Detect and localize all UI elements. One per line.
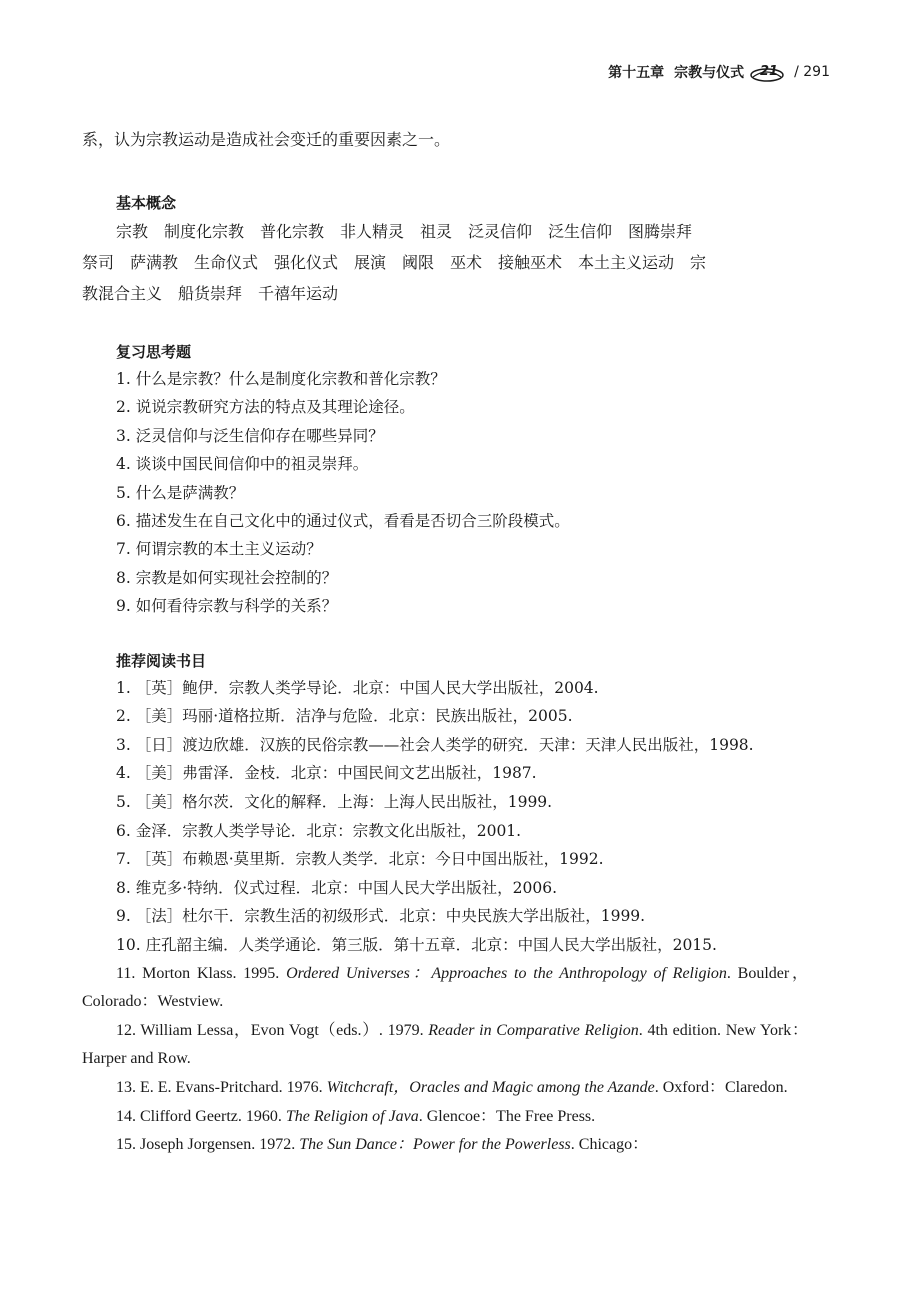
review-item: 7. 何谓宗教的本土主义运动？ — [116, 540, 322, 559]
reading-item-suffix: . Glencoe：The Free Press. — [418, 1107, 596, 1125]
reading-item — [82, 1131, 808, 1160]
reading-item: 5. ［美］格尔茨．文化的解释．上海：上海人民出版社，1999. — [116, 793, 553, 812]
reading-item-title: Witchcraft，Oracles and Magic among the Azande — [326, 1078, 655, 1096]
series-logo-icon — [750, 62, 784, 82]
reading-item-title: The Sun Dance：Power for the Powerless — [299, 1136, 571, 1154]
page-number: / 291 — [794, 64, 830, 80]
reading-heading: 推荐阅读书目 — [116, 651, 207, 670]
review-heading: 复习思考题 — [116, 343, 192, 361]
review-item: 8. 宗教是如何实现社会控制的？ — [116, 568, 338, 587]
review-item: 9. 如何看待宗教与科学的关系？ — [116, 597, 338, 616]
reading-item: 10. 庄孔韶主编．人类学通论．第三版．第十五章．北京：中国人民大学出版社，2015. — [116, 936, 717, 954]
reading-item-suffix: . Chicago： — [570, 1136, 649, 1154]
running-header — [608, 62, 830, 82]
chapter-label: 第十五章 — [608, 65, 665, 81]
reading-item: 1. ［英］鲍伊．宗教人类学导论．北京：中国人民大学出版社，2004. — [116, 678, 599, 697]
reading-item: 8. 维克多·特纳．仪式过程．北京：中国人民大学出版社，2006. — [116, 878, 558, 897]
reading-item-suffix: . Boulder，Colorado：Westview. — [82, 964, 808, 1011]
concepts-line: 宗教 制度化宗教 普化宗教 非人精灵 祖灵 泛灵信仰 泛生信仰 图腾崇拜 — [116, 222, 693, 241]
reading-item: 2. ［美］玛丽·道格拉斯．洁净与危险．北京：民族出版社，2005. — [116, 707, 573, 726]
chapter-title: 宗教与仪式 — [674, 65, 745, 81]
reading-item-prefix: 14. Clifford Geertz. 1960. — [116, 1107, 286, 1125]
reading-item-title: The Religion of Java — [285, 1107, 419, 1125]
reading-item: 6. 金泽．宗教人类学导论．北京：宗教文化出版社，2001. — [116, 821, 522, 840]
review-item: 4. 谈谈中国民间信仰中的祖灵崇拜。 — [116, 455, 369, 474]
concepts-line: 教混合主义 船货崇拜 千禧年运动 — [82, 284, 339, 303]
page-body — [82, 126, 808, 1160]
reading-item-prefix: 12. William Lessa，Evon Vogt（eds.）. 1979. — [116, 1021, 429, 1039]
intro-paragraph: 系，认为宗教运动是造成社会变迁的重要因素之一。 — [82, 130, 451, 149]
concepts-line: 祭司 萨满教 生命仪式 强化仪式 展演 阈限 巫术 接触巫术 本土主义运动 宗 — [82, 253, 707, 272]
concepts-heading: 基本概念 — [116, 194, 177, 212]
review-item: 5. 什么是萨满教？ — [116, 483, 245, 502]
reading-item: 4. ［美］弗雷泽．金枝．北京：中国民间文艺出版社，1987. — [116, 764, 537, 783]
concepts-block — [82, 216, 808, 309]
reading-item-suffix: . 4th edition. New York：Harper and Row. — [82, 1021, 808, 1068]
reading-item: 9. ［法］杜尔干．宗教生活的初级形式．北京：中央民族大学出版社，1999. — [116, 907, 646, 926]
review-list — [82, 365, 808, 621]
reading-item-title: Ordered Universes：Approaches to the Anthropology of Religion — [286, 964, 727, 982]
reading-item-title: Reader in Comparative Religion — [428, 1021, 639, 1039]
reading-item: 3. ［日］渡边欣雄．汉族的民俗宗教——社会人类学的研究．天津：天津人民出版社，1998. — [116, 735, 754, 754]
svg-text:21: 21 — [760, 64, 779, 79]
reading-item — [82, 960, 808, 1017]
reading-item — [82, 1017, 808, 1074]
review-item: 6. 描述发生在自己文化中的通过仪式，看看是否切合三阶段模式。 — [116, 512, 570, 531]
review-item: 2. 说说宗教研究方法的特点及其理论途径。 — [116, 398, 415, 417]
reading-item-suffix: . Oxford：Claredon. — [654, 1078, 788, 1096]
reading-item-prefix: 13. E. E. Evans-Pritchard. 1976. — [116, 1078, 327, 1096]
reading-item: 7. ［英］布赖恩·莫里斯．宗教人类学．北京：今日中国出版社，1992. — [116, 850, 604, 869]
reading-item — [82, 1074, 808, 1103]
reading-list — [82, 674, 808, 1160]
review-item: 3. 泛灵信仰与泛生信仰存在哪些异同？ — [116, 426, 384, 445]
reading-item-prefix: 15. Joseph Jorgensen. 1972. — [116, 1136, 300, 1154]
reading-item — [82, 1103, 808, 1132]
review-item: 1. 什么是宗教？什么是制度化宗教和普化宗教？ — [116, 370, 446, 388]
reading-item-prefix: 11. Morton Klass. 1995. — [116, 964, 287, 982]
